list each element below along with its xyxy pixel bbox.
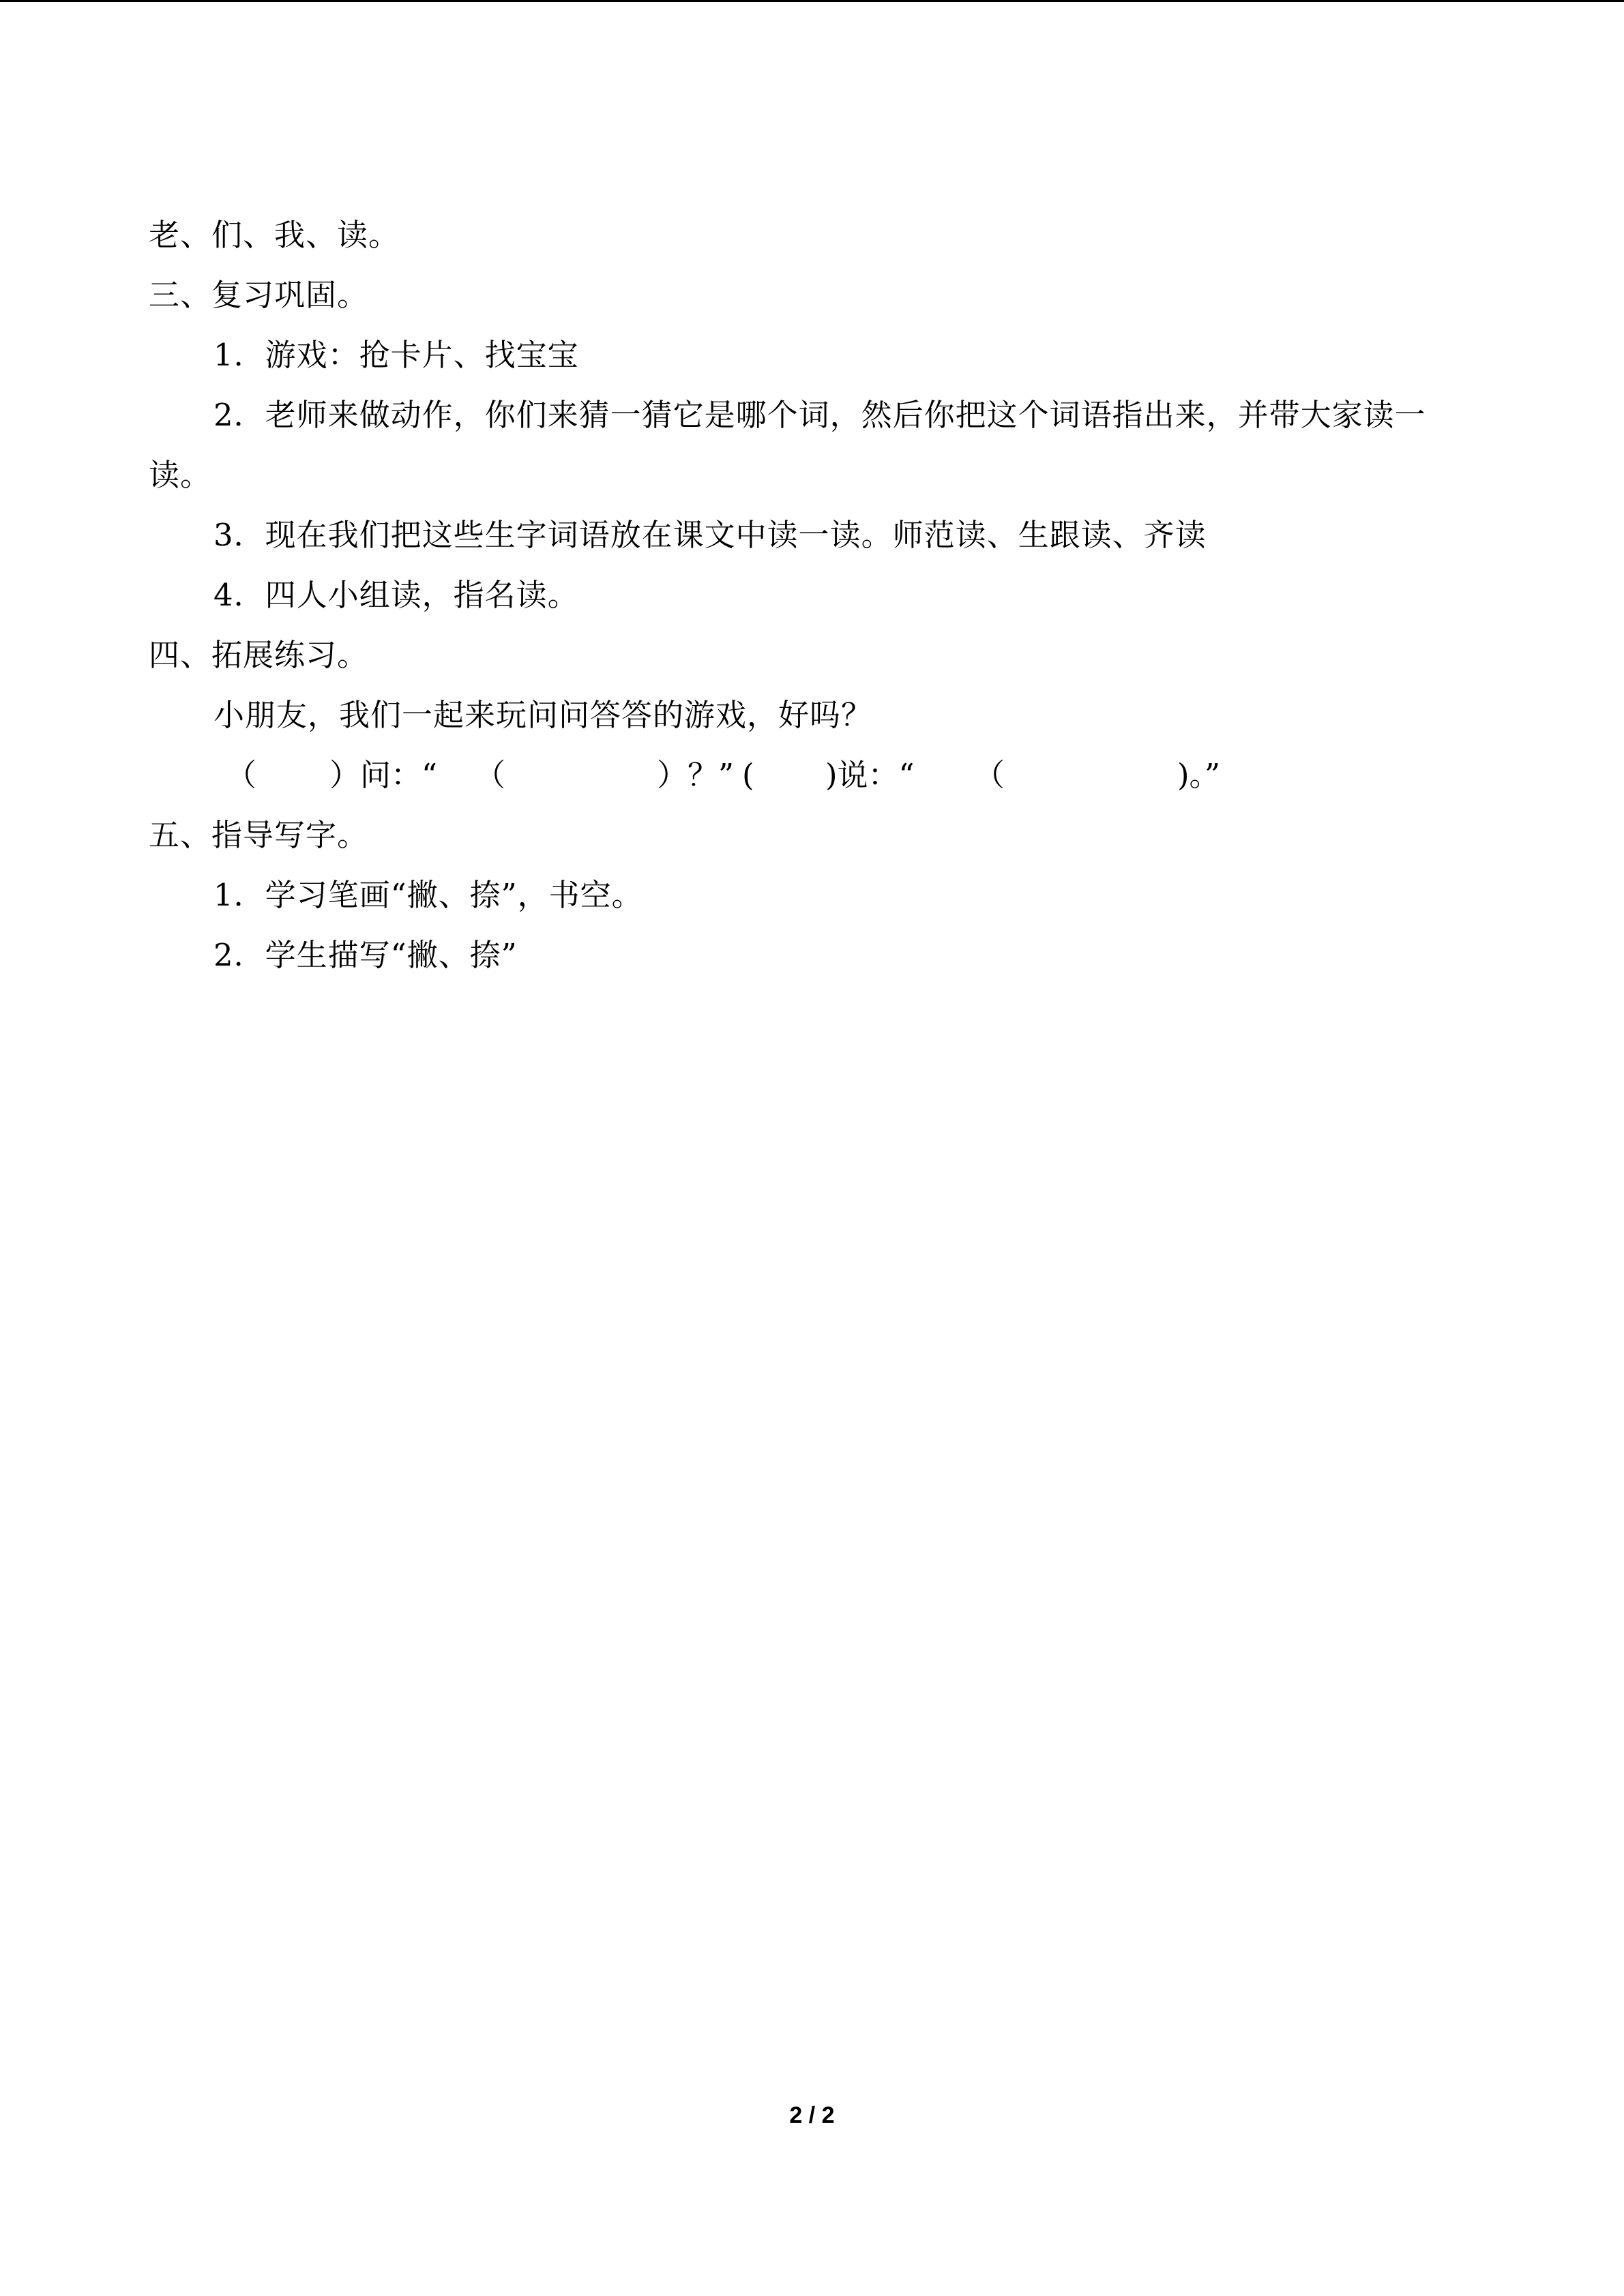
step-learn-strokes: 1．学习笔画“撇、捺”，书空。 (213, 877, 643, 913)
step-guess-words: 2．老师来做动作，你们来猜一猜它是哪个词，然后你把这个词语指出来，并带大家读一 (213, 397, 1426, 433)
blank-close-2: ）？” (657, 757, 735, 793)
blank-close-1: ） (329, 757, 361, 793)
page-number: 2 / 2 (789, 2102, 835, 2128)
blank-close-4: )。” (1177, 757, 1221, 793)
blank-open-2: （ (475, 757, 506, 793)
blank-open-4: （ (974, 757, 1005, 793)
section-heading-writing: 五、指导写字。 (149, 817, 369, 853)
ask-text: 问：“ (360, 757, 438, 793)
section-heading-extension: 四、拓展练习。 (149, 637, 369, 673)
top-border-rule (0, 0, 1624, 2)
step-trace-strokes: 2．学生描写“撇、捺” (213, 937, 518, 973)
blank-open-1: （ (226, 757, 257, 793)
say-text: )说：“ (825, 757, 915, 793)
blank-open-3: ( (742, 757, 754, 793)
extension-intro: 小朋友，我们一起来玩问问答答的游戏，好吗？ (213, 697, 873, 733)
step-read-in-text: 3．现在我们把这些生字词语放在课文中读一读。师范读、生跟读、齐读 (213, 517, 1207, 553)
section-heading-review: 三、复习巩固。 (149, 277, 369, 313)
step-guess-words-continued: 读。 (149, 457, 212, 493)
text-line-chars: 老、们、我、读。 (149, 217, 400, 253)
fill-in-blank-row (213, 755, 1441, 796)
step-game: 1．游戏：抢卡片、找宝宝 (213, 337, 579, 373)
step-group-reading: 4．四人小组读，指名读。 (213, 577, 579, 613)
